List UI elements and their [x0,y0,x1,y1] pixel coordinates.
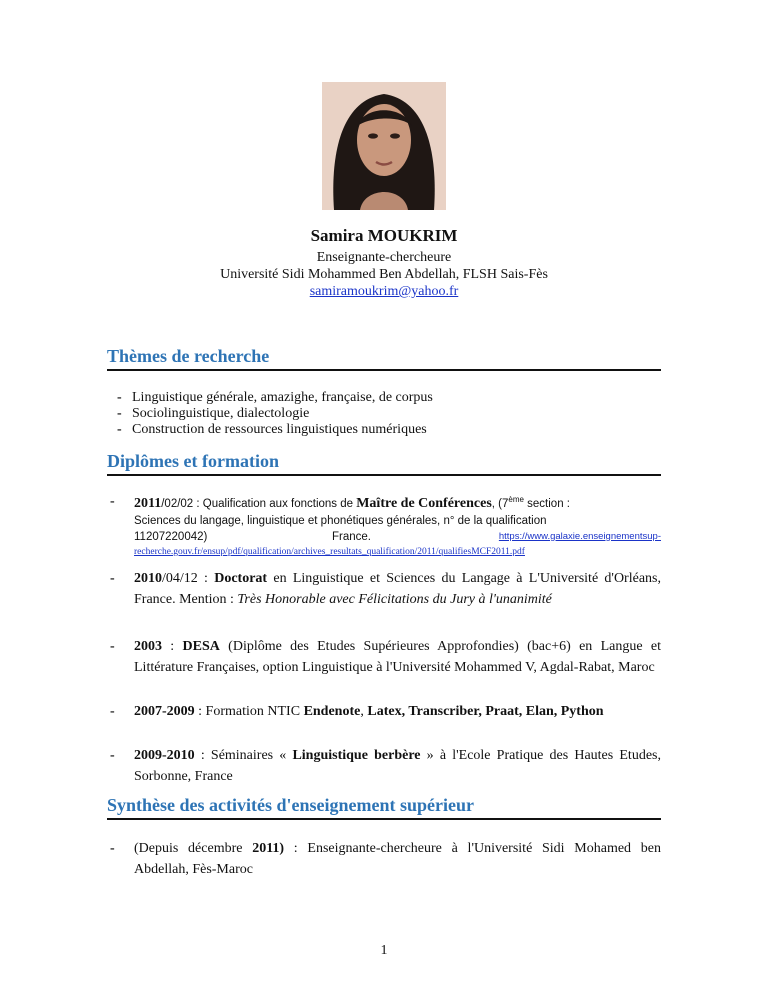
email-link[interactable]: samiramoukrim@yahoo.fr [309,284,459,299]
section-title-diplomas: Diplômes et formation [107,451,661,476]
page-number: 1 [380,943,388,958]
research-item: - Sociolinguistique, dialectologie [117,406,310,421]
research-item: - Construction de ressources linguistiques numériques [117,422,427,437]
person-name: Samira MOUKRIM [310,226,458,245]
person-affiliation: Université Sidi Mohammed Ben Abdellah, FLSH Sais-Fès [220,267,548,282]
section-title-teaching: Synthèse des activités d'enseignement supérieur [107,795,661,820]
section-title-research: Thèmes de recherche [107,346,661,371]
diploma-item-desa: - 2003 : DESA (Diplôme des Etudes Supérieures Approfondies) (bac+6) en Langue et Littérature Françaises, option Linguistique à l'Université Mohammed V, Agdal-Rabat, Maroc [110,639,661,675]
profile-photo [322,82,446,210]
qualification-link-cont[interactable]: recherche.gouv.fr/ensup/pdf/qualification/archives_resultats_qualification/2011/qualifiesMCF2011.pdf [134,546,525,557]
person-role: Enseignante-chercheure [316,250,452,265]
diploma-item-ntic: - 2007-2009 : Formation NTIC Endenote, Latex, Transcriber, Praat, Elan, Python [110,704,604,719]
diploma-item-qualification: - 2011/02/02 : Qualification aux fonctions de Maître de Conférences, (7ème section : Sciences du langage, linguistique et phonétiques générales, n° de la qualification 11207220042) France. https://www.galaxie.enseignementsup- recherche.gouv.fr/ensup/pdf/qualification/archives_resultats_qualification/2011/qualifiesMCF2011.pdf [110,494,661,557]
diploma-item-seminaires: - 2009-2010 : Séminaires « Linguistique berbère » à l'Ecole Pratique des Hautes Etudes, Sorbonne, France [110,748,661,784]
qualification-link[interactable]: https://www.galaxie.enseignementsup- [498,530,661,542]
teaching-item: - (Depuis décembre 2011) : Enseignante-chercheure à l'Université Sidi Mohamed ben Abdellah, Fès-Maroc [110,841,662,877]
diploma-item-doctorat: - 2010/04/12 : Doctorat en Linguistique et Sciences du Langage à L'Université d'Orléans, France. Mention : Très Honorable avec Félicitations du Jury à l'unanimité [110,571,661,607]
research-item: - Linguistique générale, amazighe, française, de corpus [117,390,433,405]
